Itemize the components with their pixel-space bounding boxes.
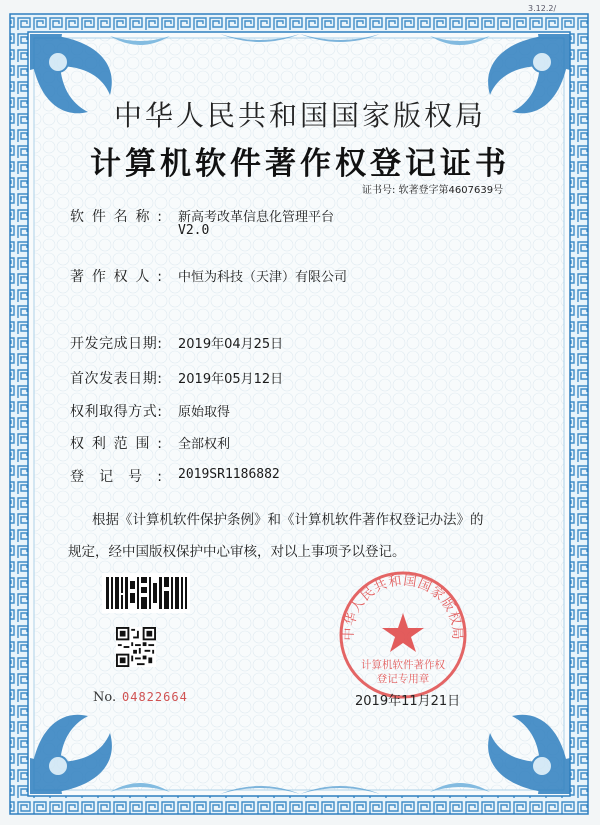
certificate-title: 计算机软件著作权登记证书 — [90, 146, 510, 182]
qr-code-image — [116, 627, 156, 667]
field-value-publish-date: 2019年05月12日 — [178, 372, 284, 387]
body-text-line-1: 根据《计算机软件保护条例》和《计算机软件著作权登记办法》的 — [92, 512, 484, 528]
field-value-registration-number: 2019SR1186882 — [178, 467, 280, 482]
field-label-publish-date: 首次发表日期: — [70, 371, 162, 387]
field-value-rights-scope: 全部权利 — [178, 437, 231, 452]
issue-date: 2019年11月21日 — [355, 694, 461, 709]
field-value-completion-date: 2019年04月25日 — [178, 337, 284, 352]
field-label-completion-date: 开发完成日期: — [70, 336, 162, 352]
field-value-software-version: V2.0 — [178, 223, 210, 238]
field-value-copyright-owner: 中恒为科技（天津）有限公司 — [178, 270, 348, 285]
field-label-copyright-owner: 著作权人: — [70, 269, 162, 285]
serial-number: 04822664 — [122, 690, 188, 704]
field-value-software-name: 新高考改革信息化管理平台 — [178, 210, 335, 225]
svg-text:中华人民共和国国家版权局: 中华人民共和国国家版权局 — [341, 573, 465, 641]
page-mark: 3.12.2/ — [528, 4, 557, 13]
field-label-software-name: 软件名称: — [70, 209, 162, 225]
certificate-number: 证书号: 软著登字第4607639号 — [362, 185, 504, 196]
field-label-registration-number: 登记号: — [70, 469, 162, 485]
field-label-rights-scope: 权利范围: — [70, 436, 162, 452]
issuer-title: 中华人民共和国国家版权局 — [113, 99, 486, 132]
body-text-line-2: 规定，经中国版权保护中心审核，对以上事项予以登记。 — [68, 544, 406, 560]
official-seal — [336, 568, 470, 702]
svg-text:计算机软件著作权: 计算机软件著作权 — [361, 659, 445, 671]
field-value-acquisition-method: 原始取得 — [178, 405, 231, 420]
barcode-image — [102, 573, 190, 613]
svg-text:登记专用章: 登记专用章 — [376, 673, 430, 685]
field-label-acquisition-method: 权利取得方式: — [70, 404, 162, 420]
serial-label: No. — [93, 690, 117, 705]
seal-star-icon — [382, 613, 424, 652]
